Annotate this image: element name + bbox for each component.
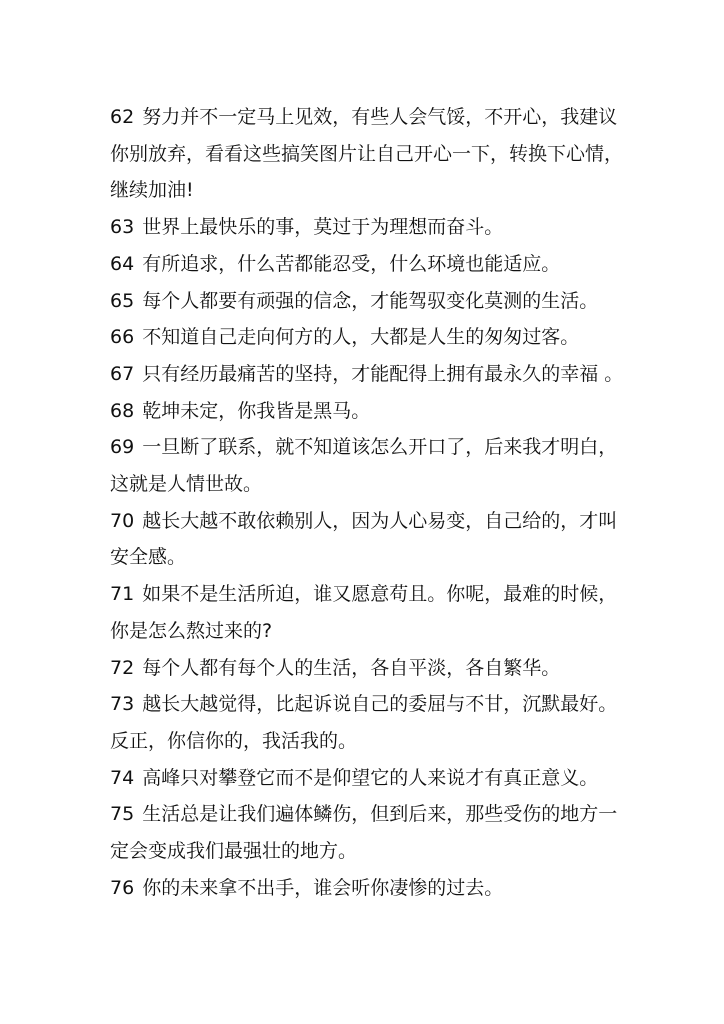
entry-text: 生活总是让我们遍体鳞伤，但到后来，那些受伤的地方一定会变成我们最强壮的地方。 xyxy=(110,803,618,863)
entry-number: 62 xyxy=(110,106,135,128)
entry-number: 70 xyxy=(110,509,135,532)
quote-entry-76 xyxy=(110,870,630,907)
quote-entry-68 xyxy=(110,393,630,430)
quote-entry-70 xyxy=(110,503,630,576)
entry-number: 75 xyxy=(110,803,135,826)
entry-number: 68 xyxy=(110,399,135,422)
quote-entry-71 xyxy=(110,576,630,649)
document-page xyxy=(110,99,630,906)
entry-text: 你的未来拿不出手，谁会听你凄惨的过去。 xyxy=(142,876,504,899)
entry-text: 越长大越觉得，比起诉说自己的委屈与不甘，沉默最好。反正，你信你的，我活我的。 xyxy=(110,693,618,752)
entry-text: 有所追求，什么苦都能忍受，什么环境也能适应。 xyxy=(142,252,561,275)
entry-number: 65 xyxy=(110,289,135,312)
entry-number: 74 xyxy=(110,766,135,789)
quote-entry-67 xyxy=(110,356,630,393)
entry-text: 高峰只对攀登它而不是仰望它的人来说才有真正意义。 xyxy=(142,766,599,789)
quote-entry-72 xyxy=(110,650,630,687)
entry-number: 73 xyxy=(110,693,135,716)
quote-entry-73 xyxy=(110,686,630,759)
entry-number: 71 xyxy=(110,583,135,606)
entry-text: 不知道自己走向何方的人，大都是人生的匆匆过客。 xyxy=(142,326,580,349)
entry-text: 世界上最快乐的事，莫过于为理想而奋斗。 xyxy=(142,216,504,239)
entry-number: 76 xyxy=(110,876,135,899)
quote-entry-74 xyxy=(110,760,630,797)
entry-text: 努力并不一定马上见效，有些人会气馁，不开心，我建议你别放弃，看看这些搞笑图片让自己开心一下，转换下心情，继续加油! xyxy=(110,106,624,202)
quote-entry-62 xyxy=(110,99,630,209)
entry-text: 每个人都有每个人的生活，各自平淡，各自繁华。 xyxy=(142,656,561,679)
quote-entry-66 xyxy=(110,319,630,356)
entry-number: 63 xyxy=(110,216,135,239)
entry-number: 72 xyxy=(110,656,135,679)
entry-text: 只有经历最痛苦的坚持，才能配得上拥有最永久的幸福 。 xyxy=(142,362,624,385)
entry-number: 64 xyxy=(110,252,135,275)
entry-text: 越长大越不敢依赖别人，因为人心易变，自己给的，才叫安全感。 xyxy=(110,509,618,569)
quote-entry-69 xyxy=(110,429,630,502)
entry-text: 乾坤未定，你我皆是黑马。 xyxy=(142,399,371,422)
entry-text: 一旦断了联系，就不知道该怎么开口了，后来我才明白，这就是人情世故。 xyxy=(110,436,618,496)
entry-number: 67 xyxy=(110,362,135,385)
entry-number: 66 xyxy=(110,326,135,349)
entry-number: 69 xyxy=(110,436,135,459)
entry-text: 每个人都要有顽强的信念，才能驾驭变化莫测的生活。 xyxy=(142,289,599,312)
quote-entry-63 xyxy=(110,209,630,246)
quote-entry-64 xyxy=(110,246,630,283)
quote-entry-75 xyxy=(110,796,630,869)
quote-entry-65 xyxy=(110,283,630,320)
entry-text: 如果不是生活所迫，谁又愿意苟且。你呢，最难的时候，你是怎么熬过来的? xyxy=(110,583,618,642)
